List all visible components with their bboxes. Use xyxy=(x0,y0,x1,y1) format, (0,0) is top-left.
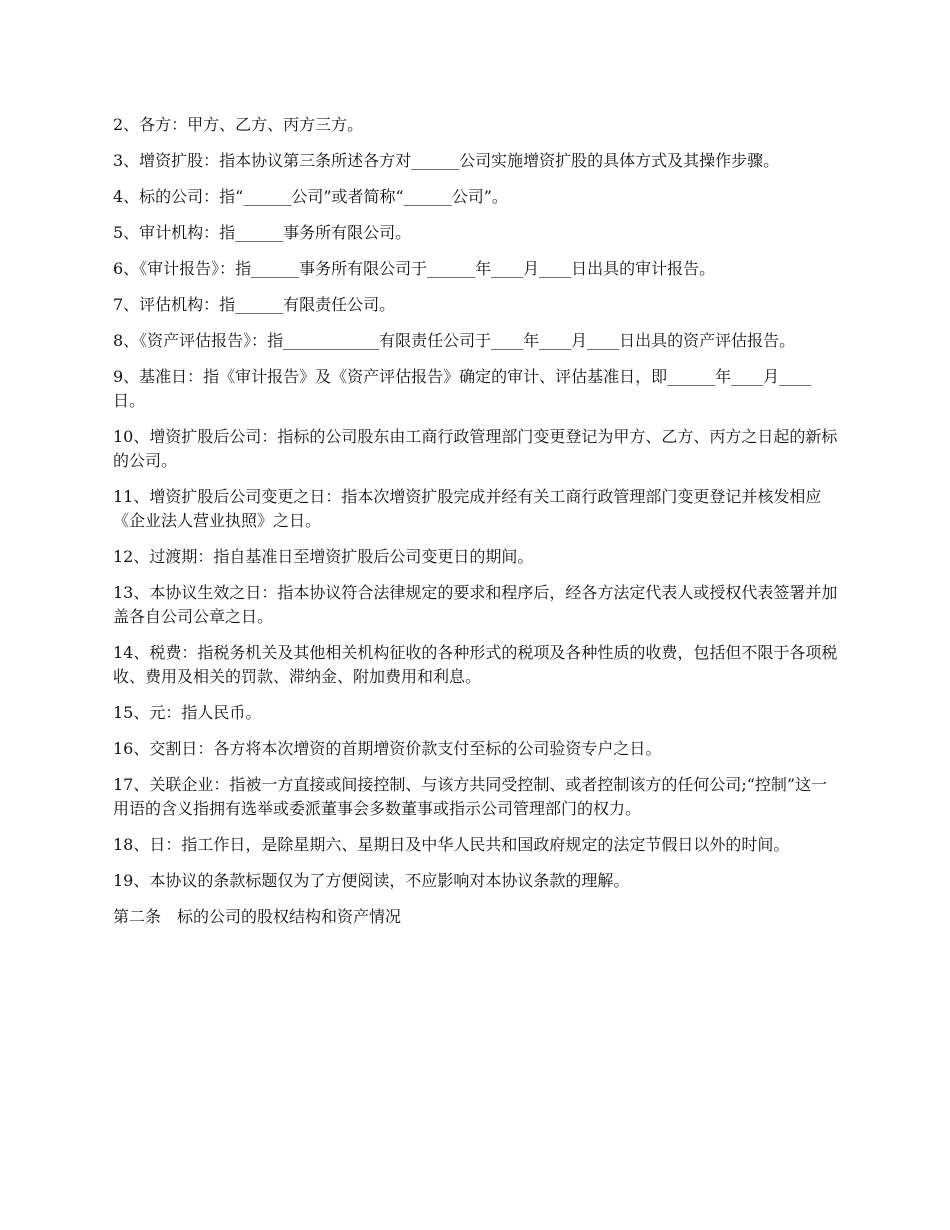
definition-11: 11、增资扩股后公司变更之日：指本次增资扩股完成并经有关工商行政管理部门变更登记并核发相应《企业法人营业执照》之日。 xyxy=(113,487,822,530)
definition-6: 6、《审计报告》：指______事务所有限公司于______年____月____日出具的审计报告。 xyxy=(113,259,716,278)
definition-8: 8、《资产评估报告》：指____________有限责任公司于____年____月____日出具的资产评估报告。 xyxy=(113,331,796,350)
document-body xyxy=(113,113,840,941)
definition-2: 2、各方：甲方、乙方、丙方三方。 xyxy=(113,115,364,134)
definition-19: 19、本协议的条款标题仅为了方便阅读，不应影响对本协议条款的理解。 xyxy=(113,871,630,890)
definition-17: 17、关联企业：指被一方直接或间接控制、与该方共同受控制、或者控制该方的任何公司;“控制”这一用语的含义指拥有选举或委派董事会多数董事或指示公司管理部门的权力。 xyxy=(113,775,828,818)
definition-3: 3、增资扩股：指本协议第三条所述各方对______公司实施增资扩股的具体方式及其操作步骤。 xyxy=(113,151,780,170)
definition-4: 4、标的公司：指“______公司”或者简称“______公司”。 xyxy=(113,187,508,206)
definition-10: 10、增资扩股后公司：指标的公司股东由工商行政管理部门变更登记为甲方、乙方、丙方之日起的新标的公司。 xyxy=(113,427,838,470)
definition-18: 18、日：指工作日，是除星期六、星期日及中华人民共和国政府规定的法定节假日以外的时间。 xyxy=(113,835,790,854)
definition-15: 15、元：指人民币。 xyxy=(113,703,262,722)
definition-12: 12、过渡期：指自基准日至增资扩股后公司变更日的期间。 xyxy=(113,547,534,566)
definition-16: 16、交割日：各方将本次增资的首期增资价款支付至标的公司验资专户之日。 xyxy=(113,739,662,758)
definition-14: 14、税费：指税务机关及其他相关机构征收的各种形式的税项及各种性质的收费，包括但不限于各项税收、费用及相关的罚款、滞纳金、附加费用和利息。 xyxy=(113,643,838,686)
definition-13: 13、本协议生效之日：指本协议符合法律规定的要求和程序后，经各方法定代表人或授权代表签署并加盖各自公司公章之日。 xyxy=(113,583,838,626)
section-heading: 第二条 标的公司的股权结构和资产情况 xyxy=(113,907,402,926)
definition-7: 7、评估机构：指______有限责任公司。 xyxy=(113,295,396,314)
definition-5: 5、审计机构：指______事务所有限公司。 xyxy=(113,223,412,242)
definition-9: 9、基准日：指《审计报告》及《资产评估报告》确定的审计、评估基准日，即______年____月____日。 xyxy=(113,367,812,410)
